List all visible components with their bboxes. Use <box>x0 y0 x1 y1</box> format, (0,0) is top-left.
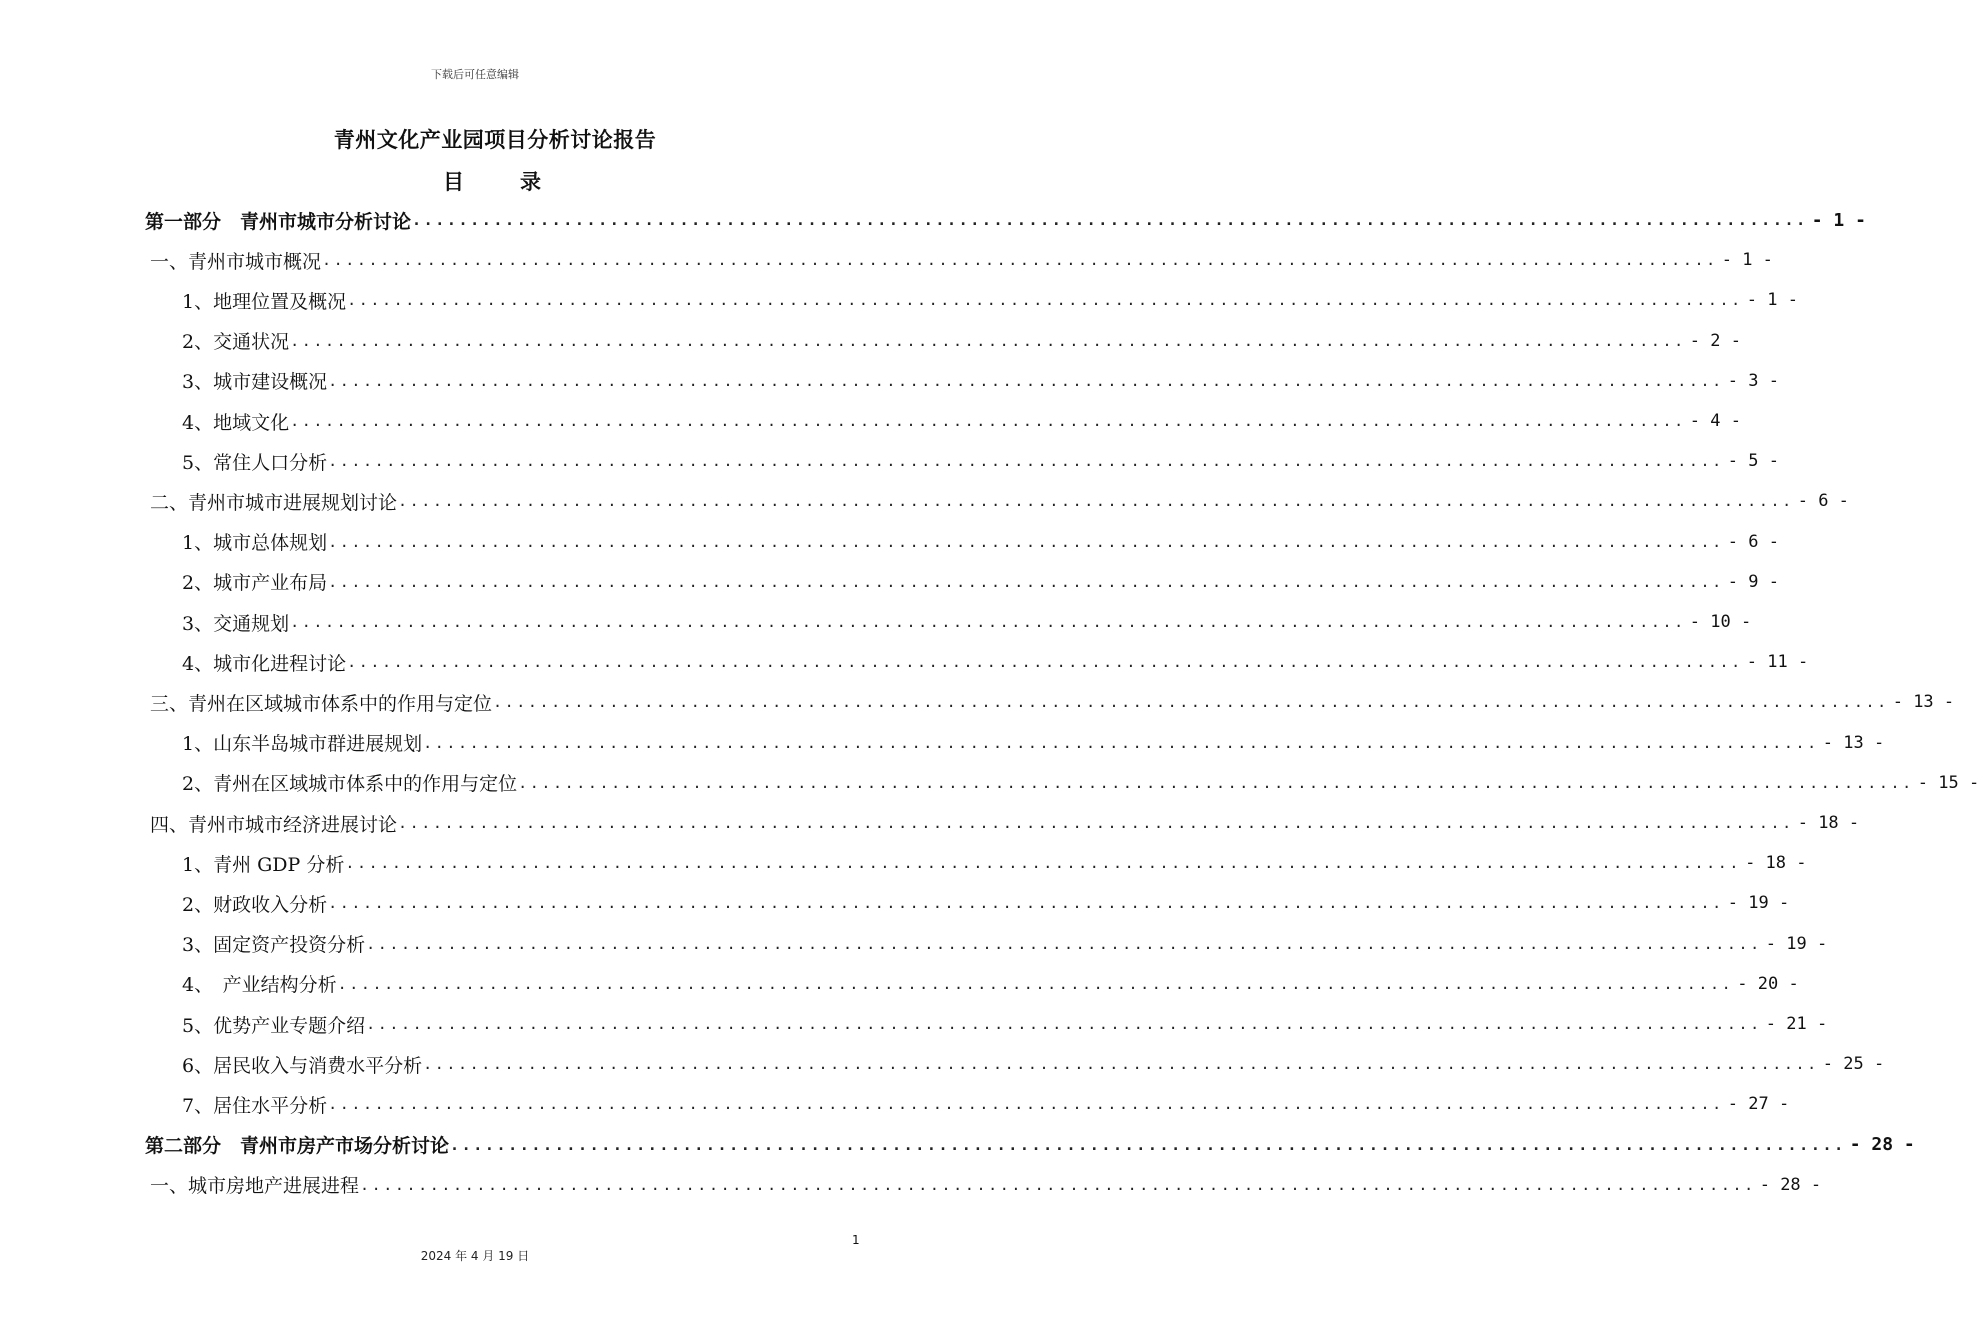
toc-dot-leader: ........................................................................................................................ <box>360 1175 1756 1194</box>
toc-entry-title: 3、交通规划 <box>182 612 290 635</box>
toc-entry[interactable] <box>182 441 1779 481</box>
toc-entry[interactable] <box>182 401 1741 441</box>
toc-entry[interactable] <box>150 803 1860 843</box>
toc-dot-leader: ........................................................................................................................ <box>328 371 1724 390</box>
toc-entry-page: - 3 - <box>1727 370 1779 391</box>
toc-entry-title: 3、固定资产投资分析 <box>182 934 366 957</box>
toc-entry-page: - 13 - <box>1822 732 1885 753</box>
toc-entry-title: 1、青州 GDP 分析 <box>182 853 345 876</box>
toc-entry[interactable] <box>182 723 1885 763</box>
toc-entry-page: - 4 - <box>1689 411 1741 431</box>
document-title: 青州文化产业园项目分析讨论报告 <box>333 128 657 152</box>
toc-entry-title: 6、居民收入与消费水平分析 <box>182 1054 423 1077</box>
toc-part-entry[interactable] <box>145 1125 1915 1165</box>
toc-dot-leader: ........................................................................................................................ <box>398 492 1794 511</box>
toc-entry[interactable] <box>182 1004 1828 1044</box>
toc-entry-title: 1、地理位置及概况 <box>182 290 347 313</box>
toc-entry-title: 三、青州在区域城市体系中的作用与定位 <box>150 692 493 715</box>
toc-entry[interactable] <box>182 562 1779 602</box>
toc-entry-title: 7、居住水平分析 <box>182 1094 328 1117</box>
toc-heading: 目录 <box>443 170 597 194</box>
toc-dot-leader: ........................................................................................................................ <box>347 291 1743 310</box>
toc-dot-leader: ........................................................................................................................ <box>290 613 1686 631</box>
toc-part-entry[interactable] <box>145 200 1866 240</box>
toc-entry-title: 4、地域文化 <box>182 411 290 434</box>
toc-dot-leader: ........................................................................................................................ <box>423 733 1819 752</box>
toc-entry-title: 2、交通状况 <box>182 331 290 354</box>
toc-entry-page: - 18 - <box>1745 853 1807 874</box>
toc-entry[interactable] <box>182 924 1828 964</box>
toc-entry-page: - 2 - <box>1689 330 1741 351</box>
toc-entry-page: - 13 - <box>1892 692 1955 713</box>
toc-entry[interactable] <box>182 321 1741 361</box>
toc-dot-leader: ........................................................................................................................ <box>398 814 1794 832</box>
toc-entry-title: 一、城市房地产进展进程 <box>150 1175 360 1198</box>
toc-entry-title: 3、城市建设概况 <box>182 371 328 394</box>
toc-entry-title: 2、城市产业布局 <box>182 572 328 595</box>
toc-entry-title: 1、城市总体规划 <box>182 532 328 555</box>
toc-dot-leader: ........................................................................................................................ <box>328 532 1724 551</box>
toc-entry-page: - 10 - <box>1689 612 1752 632</box>
toc-entry[interactable] <box>182 361 1779 401</box>
toc-dot-leader: ........................................................................................................................ <box>518 773 1914 792</box>
toc-entry-page: - 5 - <box>1727 451 1779 472</box>
toc-entry[interactable] <box>182 843 1807 883</box>
toc-entry-title: 5、常住人口分析 <box>182 451 328 474</box>
toc-entry-page: - 15 - <box>1917 772 1979 793</box>
toc-entry[interactable] <box>182 1084 1790 1124</box>
toc-dot-leader: ........................................................................................................................ <box>322 251 1718 270</box>
toc-entry-page: - 21 - <box>1765 1014 1828 1034</box>
toc-entry[interactable] <box>182 522 1779 562</box>
toc-entry-page: - 25 - <box>1822 1054 1885 1075</box>
toc-entry-title: 第一部分 青州市城市分析讨论 <box>145 210 412 233</box>
toc-entry-page: - 27 - <box>1727 1094 1790 1115</box>
toc-entry-title: 四、青州市城市经济进展讨论 <box>150 813 398 836</box>
toc-entry-page: - 28 - <box>1849 1134 1915 1156</box>
toc-entry-page: - 11 - <box>1746 652 1809 673</box>
toc-entry[interactable] <box>182 883 1790 923</box>
toc-dot-leader: ........................................................................................................................ <box>347 653 1743 672</box>
toc-dot-leader: ........................................................................................................................ <box>290 331 1686 350</box>
toc-entry-title: 一、青州市城市概况 <box>150 250 322 273</box>
toc-entry-title: 4、 产业结构分析 <box>182 974 337 997</box>
page-number: 1 <box>852 1233 860 1247</box>
toc-entry[interactable] <box>182 280 1798 320</box>
toc-dot-leader: ........................................................................................................................ <box>450 1135 1846 1154</box>
toc-entry[interactable] <box>150 240 1773 280</box>
toc-dot-leader: ........................................................................................................................ <box>337 974 1734 993</box>
toc-entry-title: 5、优势产业专题介绍 <box>182 1014 366 1037</box>
toc-dot-leader: ........................................................................................................................ <box>366 1015 1762 1033</box>
toc-entry[interactable] <box>182 602 1752 642</box>
toc-entry-page: - 6 - <box>1727 531 1779 552</box>
toc-entry-page: - 19 - <box>1727 893 1790 914</box>
toc-entry[interactable] <box>182 964 1799 1004</box>
toc-entry[interactable] <box>150 481 1849 521</box>
toc-entry-page: - 1 - <box>1811 209 1866 231</box>
toc-entry[interactable] <box>182 642 1809 682</box>
toc-dot-leader: ........................................................................................................................ <box>328 1095 1724 1114</box>
toc-dot-leader: ........................................................................................................................ <box>423 1055 1819 1074</box>
toc-entry-title: 2、财政收入分析 <box>182 893 328 916</box>
toc-entry[interactable] <box>182 763 1979 803</box>
toc-entry-page: - 18 - <box>1797 813 1860 833</box>
toc-entry-page: - 1 - <box>1746 290 1798 311</box>
toc-dot-leader: ........................................................................................................................ <box>493 693 1889 712</box>
toc-dot-leader: ........................................................................................................................ <box>290 412 1686 430</box>
toc-dot-leader: ........................................................................................................................ <box>328 572 1724 591</box>
toc-dot-leader: ........................................................................................................................ <box>412 211 1808 229</box>
toc-dot-leader: ........................................................................................................................ <box>328 894 1724 913</box>
footer-date: 2024 年 4 月 19 日 <box>420 1249 530 1263</box>
toc-entry-page: - 19 - <box>1765 933 1828 954</box>
header-note: 下载后可任意编辑 <box>431 68 519 81</box>
toc-entry-page: - 28 - <box>1759 1174 1822 1195</box>
toc-entry[interactable] <box>150 682 1955 722</box>
toc-entry-page: - 9 - <box>1727 571 1779 592</box>
toc-entry-page: - 6 - <box>1797 491 1849 512</box>
toc-entry[interactable] <box>150 1165 1822 1205</box>
toc-dot-leader: ........................................................................................................................ <box>366 934 1762 953</box>
toc-entry-title: 2、青州在区域城市体系中的作用与定位 <box>182 773 518 796</box>
toc-entry-title: 第二部分 青州市房产市场分析讨论 <box>145 1135 450 1158</box>
toc-entry-title: 4、城市化进程讨论 <box>182 652 347 675</box>
toc-entry[interactable] <box>182 1044 1885 1084</box>
toc-entry-title: 二、青州市城市进展规划讨论 <box>150 491 398 514</box>
toc-dot-leader: ........................................................................................................................ <box>328 452 1724 471</box>
toc-entry-title: 1、山东半岛城市群进展规划 <box>182 733 423 756</box>
toc-dot-leader: ........................................................................................................................ <box>345 854 1742 873</box>
toc-entry-page: - 20 - <box>1737 973 1799 994</box>
toc-entry-page: - 1 - <box>1721 250 1773 271</box>
